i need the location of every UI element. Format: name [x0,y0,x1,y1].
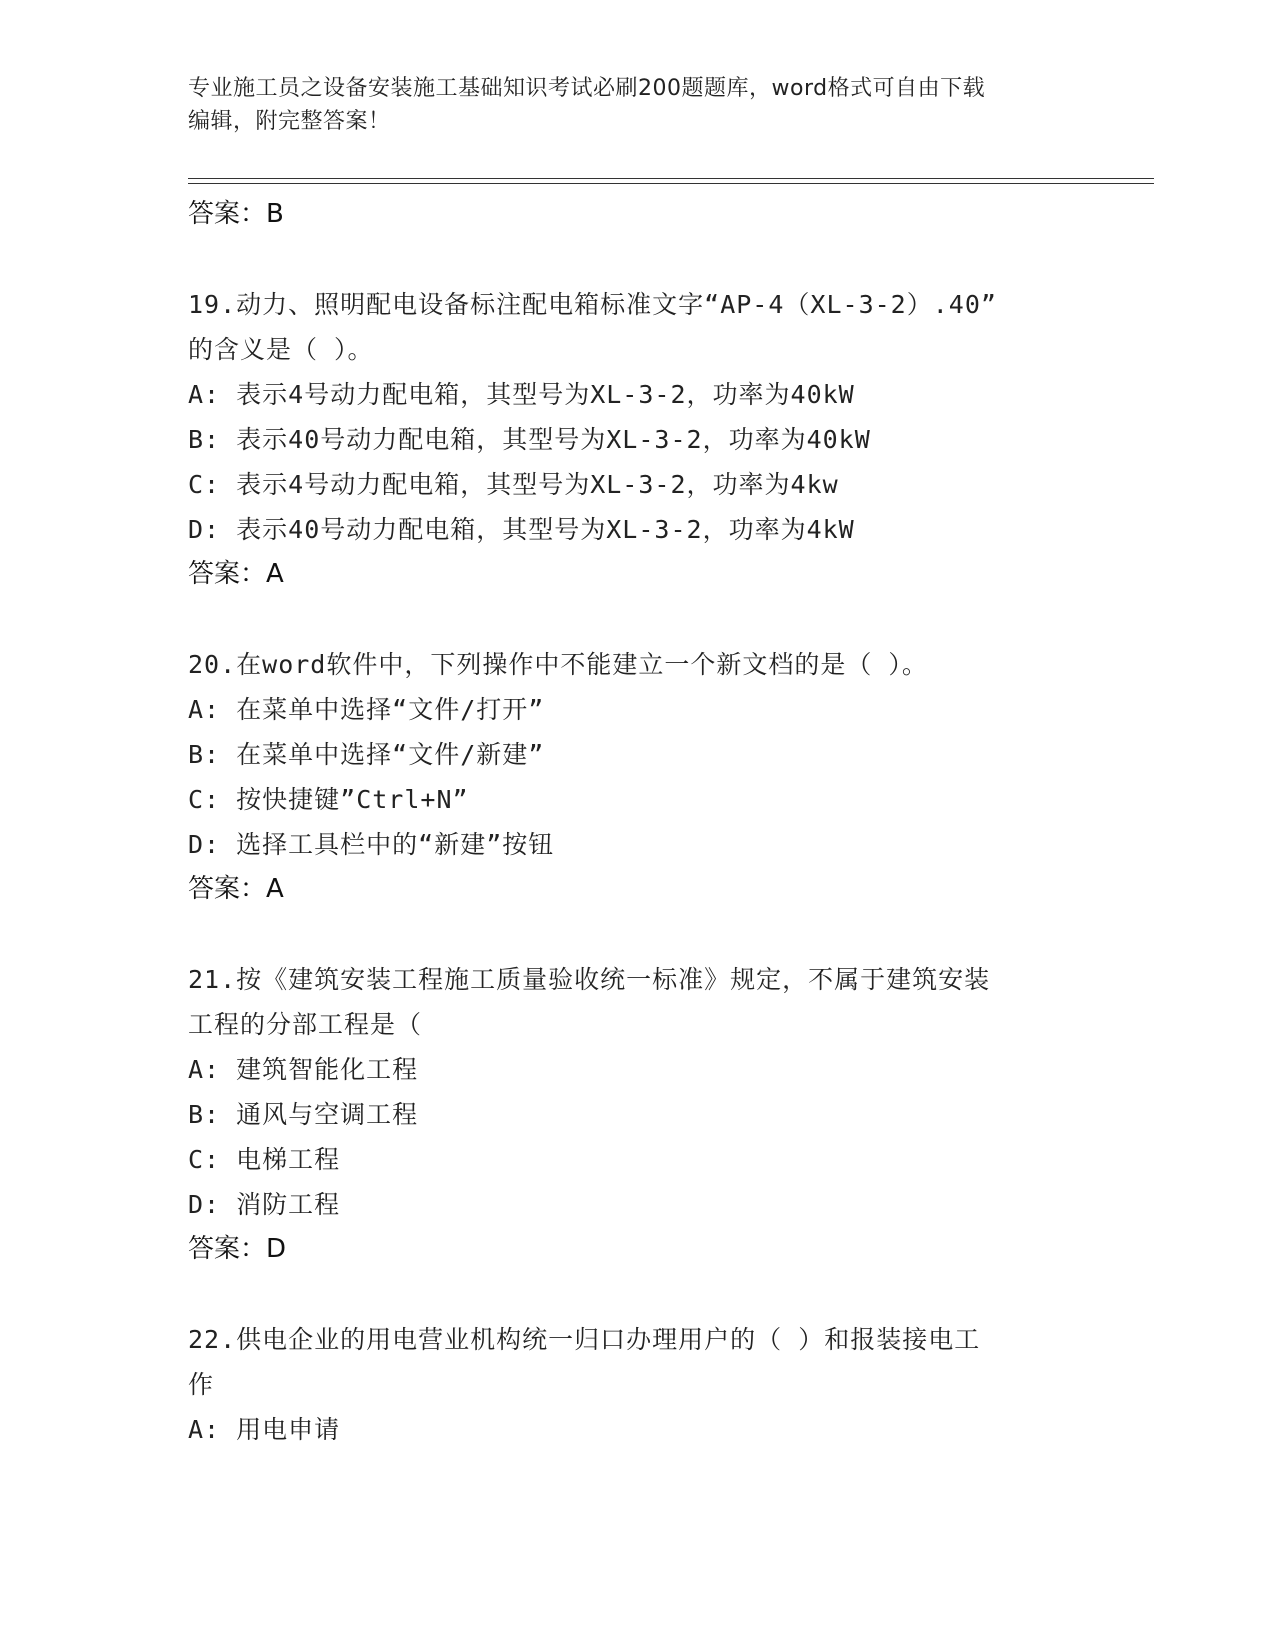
answer-line: 答案：D [188,1234,287,1264]
option-a: A: 在菜单中选择“文件/打开” [188,695,545,724]
answer-line: 答案：B [188,199,284,229]
question-stem-cont: 的含义是（ ）。 [188,335,374,364]
option-c: C: 电梯工程 [188,1145,341,1174]
question-21 [188,957,1088,1272]
option-d: D: 消防工程 [188,1190,341,1219]
question-list [188,192,1088,1452]
question-stem: 19.动力、照明配电设备标注配电箱标准文字“AP-4（XL-3-2）.40” [188,290,997,319]
option-b: B: 表示40号动力配电箱，其型号为XL-3-2，功率为40kW [188,425,871,454]
header-divider-top [188,178,1154,179]
option-b: B: 在菜单中选择“文件/新建” [188,740,545,769]
option-c: C: 按快捷键”Ctrl+N” [188,785,469,814]
header-title-line2: 编辑，附完整答案！ [188,109,391,134]
option-c: C: 表示4号动力配电箱，其型号为XL-3-2，功率为4kw [188,470,839,499]
question-20 [188,642,1088,912]
question-stem: 20.在word软件中，下列操作中不能建立一个新文档的是（ ）。 [188,650,928,679]
header-divider-bottom [188,183,1154,184]
option-a: A: 建筑智能化工程 [188,1055,419,1084]
question-stem-cont: 工程的分部工程是（ [188,1010,423,1039]
answer-line: 答案：A [188,559,284,589]
option-d: D: 表示40号动力配电箱，其型号为XL-3-2，功率为4kW [188,515,855,544]
page-header [188,72,1088,138]
question-22 [188,1317,1088,1452]
answer-line: 答案：A [188,874,284,904]
question-19 [188,282,1088,597]
header-title-line1: 专业施工员之设备安装施工基础知识考试必刷200题题库，word格式可自由下载 [188,76,986,101]
option-a: A: 用电申请 [188,1415,341,1444]
option-b: B: 通风与空调工程 [188,1100,419,1129]
option-a: A: 表示4号动力配电箱，其型号为XL-3-2，功率为40kW [188,380,855,409]
question-stem-cont: 作 [188,1370,215,1399]
option-d: D: 选择工具栏中的“新建”按钮 [188,830,555,859]
question-stem: 21.按《建筑安装工程施工质量验收统一标准》规定，不属于建筑安装 [188,965,991,994]
question-stem: 22.供电企业的用电营业机构统一归口办理用户的（ ）和报装接电工 [188,1325,981,1354]
